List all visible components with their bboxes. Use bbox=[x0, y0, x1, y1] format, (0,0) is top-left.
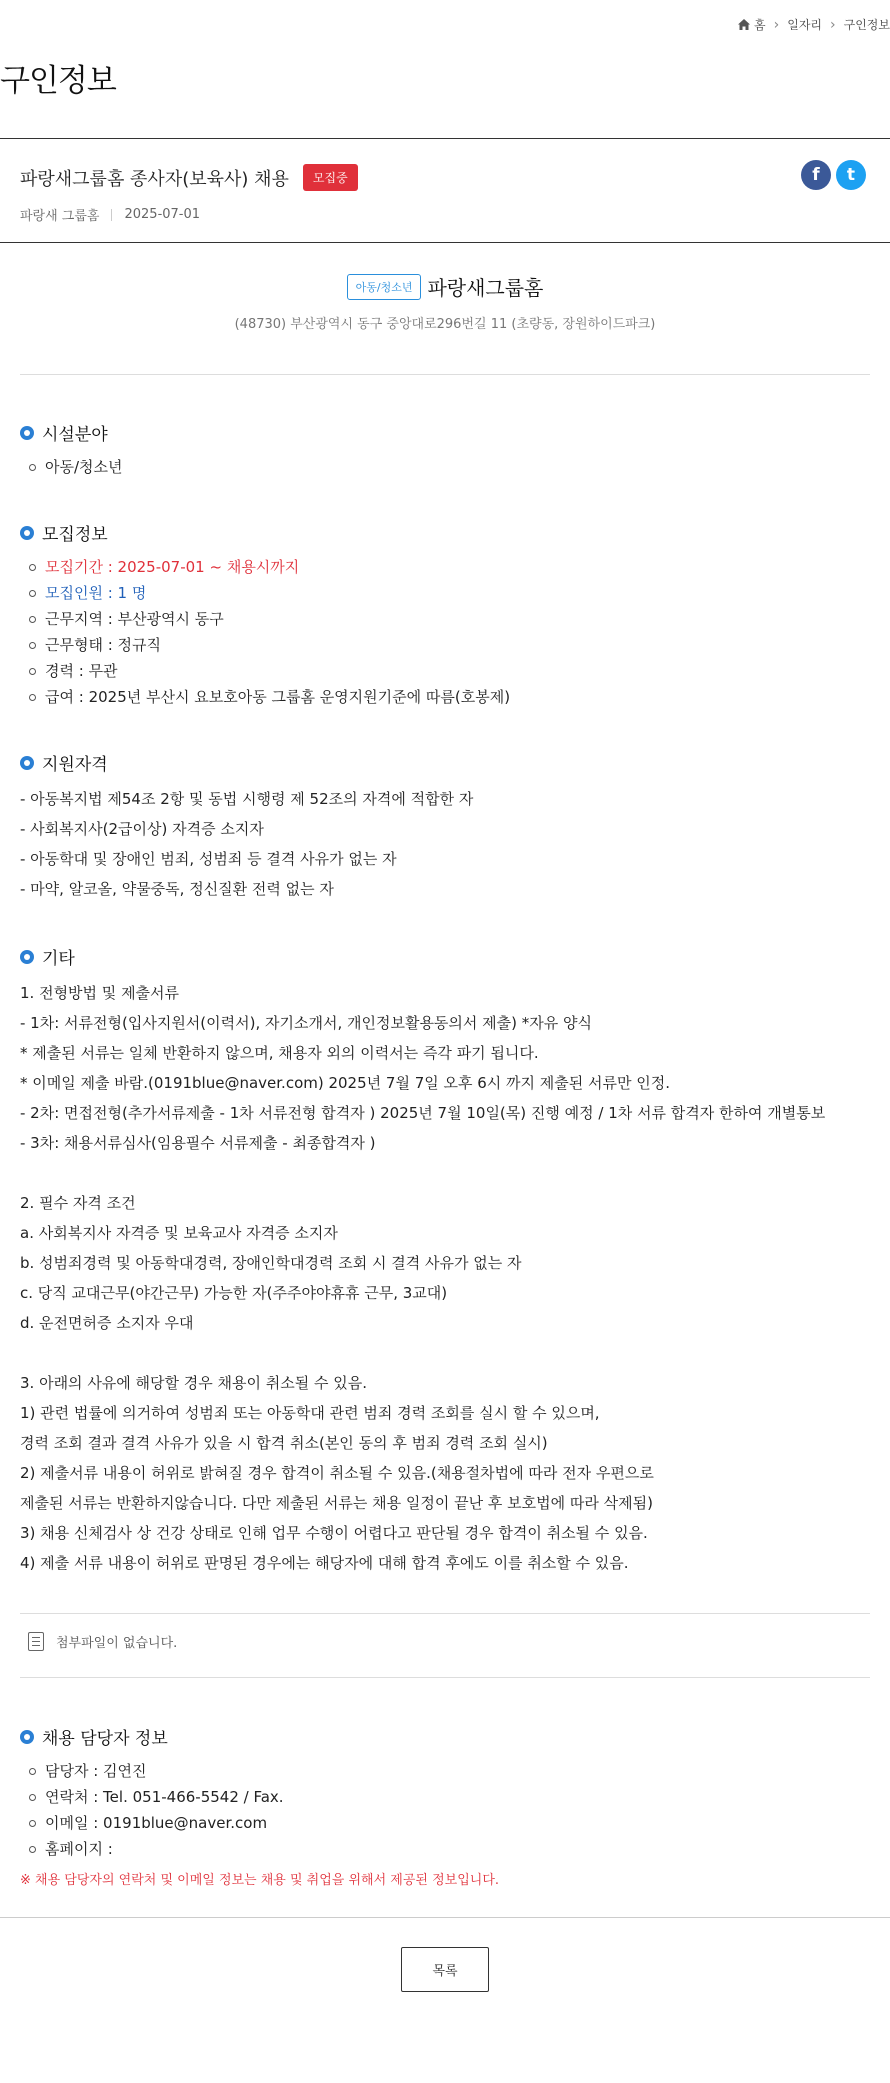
breadcrumb-job-info[interactable]: 구인정보 bbox=[843, 18, 890, 32]
text-line: 3) 채용 신체검사 상 건강 상태로 인해 업무 수행이 어렵다고 판단될 경우 합격이 취소될 수 있음. bbox=[20, 1524, 648, 1542]
breadcrumb bbox=[738, 16, 890, 33]
divider bbox=[20, 1613, 870, 1614]
text-line: d. 운전면허증 소지자 우대 bbox=[20, 1314, 194, 1332]
text-line: c. 당직 교대근무(야간근무) 가능한 자(주주야야휴휴 근무, 3교대) bbox=[20, 1284, 448, 1302]
text-line: b. 성범죄경력 및 아동학대경력, 장애인학대경력 조회 시 결격 사유가 없는 자 bbox=[20, 1254, 522, 1272]
text-line: 2) 제출서류 내용이 허위로 밝혀질 경우 합격이 취소될 수 있음.(채용절차법에 따라 전자 우편으로 bbox=[20, 1464, 654, 1482]
attachment-row bbox=[28, 1632, 177, 1651]
post-company: 파랑새 그룹홈 bbox=[20, 209, 100, 224]
post-date: 2025-07-01 bbox=[124, 207, 201, 222]
recruit-period: 모집기간 : 2025-07-01 ~ 채용시까지 bbox=[20, 554, 870, 580]
contact-list bbox=[20, 1758, 870, 1862]
section-heading-text: 기타 bbox=[42, 949, 75, 969]
facility-list bbox=[20, 454, 870, 480]
text-line: - 1차: 서류전형(입사지원서(이력서), 자기소개서, 개인정보활용동의서 제출) *자유 양식 bbox=[20, 1014, 593, 1032]
breadcrumb-home-label: 홈 bbox=[754, 18, 766, 32]
list-item: 아동/청소년 bbox=[20, 454, 870, 480]
share-buttons bbox=[801, 160, 866, 190]
chevron-right-icon: › bbox=[773, 16, 780, 33]
contact-phone: 연락처 : Tel. 051-466-5542 / Fax. bbox=[20, 1784, 870, 1810]
facebook-icon[interactable]: f bbox=[801, 160, 831, 190]
post-meta bbox=[20, 205, 200, 224]
text-line: 1) 관련 법률에 의거하여 성범죄 또는 아동학대 관련 범죄 경력 조회를 실시 할 수 있으며, bbox=[20, 1404, 600, 1422]
post-title-row bbox=[20, 164, 358, 191]
text-line: - 사회복지사(2급이상) 자격증 소지자 bbox=[20, 820, 264, 838]
divider bbox=[111, 209, 112, 221]
section-heading-text: 지원자격 bbox=[42, 755, 108, 775]
category-tag: 아동/청소년 bbox=[347, 274, 422, 300]
etc-lines bbox=[20, 978, 870, 1578]
bullet-circle-icon bbox=[20, 756, 34, 770]
recruit-type: 근무형태 : 정규직 bbox=[20, 632, 870, 658]
org-address: (48730) 부산광역시 동구 중앙대로296번길 11 (초량동, 장원하이드파크) bbox=[234, 317, 656, 332]
divider bbox=[0, 242, 890, 243]
breadcrumb-jobs[interactable]: 일자리 bbox=[787, 18, 823, 32]
attachment-empty-text: 첨부파일이 없습니다. bbox=[56, 1636, 178, 1651]
text-line: * 이메일 제출 바람.(0191blue@naver.com) 2025년 7월 7일 오후 6시 까지 제출된 서류만 인정. bbox=[20, 1074, 671, 1092]
chevron-right-icon: › bbox=[830, 16, 836, 33]
org-name: 파랑새그룹홈 bbox=[427, 276, 544, 300]
text-line: 제출된 서류는 반환하지않습니다. 다만 제출된 서류는 채용 일정이 끝난 후 보호법에 따라 삭제됨) bbox=[20, 1494, 653, 1512]
divider bbox=[0, 1917, 890, 1918]
section-heading-text: 시설분야 bbox=[42, 425, 108, 445]
text-line: 2. 필수 자격 조건 bbox=[20, 1194, 136, 1212]
section-heading-text: 모집정보 bbox=[42, 525, 108, 545]
text-line: 1. 전형방법 및 제출서류 bbox=[20, 984, 180, 1002]
section-heading bbox=[20, 420, 870, 445]
bullet-circle-icon bbox=[20, 526, 34, 540]
recruit-list bbox=[20, 554, 870, 710]
status-badge: 모집중 bbox=[303, 164, 358, 191]
contact-manager: 담당자 : 김연진 bbox=[20, 1758, 870, 1784]
section-heading bbox=[20, 944, 870, 969]
list-button[interactable]: 목록 bbox=[401, 1947, 489, 1992]
contact-email: 이메일 : 0191blue@naver.com bbox=[20, 1810, 870, 1836]
post-header bbox=[0, 139, 890, 242]
section-heading-text: 채용 담당자 정보 bbox=[42, 1729, 168, 1749]
bullet-circle-icon bbox=[20, 950, 34, 964]
spacer bbox=[20, 1338, 870, 1368]
qualification-lines bbox=[20, 784, 870, 904]
recruit-salary: 급여 : 2025년 부산시 요보호아동 그룹홈 운영지원기준에 따름(호봉제) bbox=[20, 684, 870, 710]
text-line: - 아동학대 및 장애인 범죄, 성범죄 등 결격 사유가 없는 자 bbox=[20, 850, 397, 868]
facility-section bbox=[20, 420, 870, 480]
org-title-row bbox=[0, 272, 890, 301]
text-line: - 마약, 알코올, 약물중독, 정신질환 전력 없는 자 bbox=[20, 880, 334, 898]
contact-notice: ※ 채용 담당자의 연락처 및 이메일 정보는 채용 및 취업을 위해서 제공된 정보입니다. bbox=[20, 1873, 500, 1888]
text-line: a. 사회복지사 자격증 및 보육교사 자격증 소지자 bbox=[20, 1224, 338, 1242]
text-line: 3. 아래의 사유에 해당할 경우 채용이 취소될 수 있음. bbox=[20, 1374, 368, 1392]
recruit-location: 근무지역 : 부산광역시 동구 bbox=[20, 606, 870, 632]
contact-section bbox=[20, 1724, 870, 1888]
org-info bbox=[0, 272, 890, 332]
twitter-icon[interactable]: t bbox=[836, 160, 866, 190]
home-icon bbox=[738, 19, 750, 30]
recruit-headcount: 모집인원 : 1 명 bbox=[20, 580, 870, 606]
document-icon bbox=[28, 1632, 44, 1651]
recruit-career: 경력 : 무관 bbox=[20, 658, 870, 684]
text-line: - 3차: 채용서류심사(임용필수 서류제출 - 최종합격자 ) bbox=[20, 1134, 376, 1152]
qualification-section bbox=[20, 750, 870, 904]
etc-section bbox=[20, 944, 870, 1578]
text-line: - 2차: 면접전형(추가서류제출 - 1차 서류전형 합격자 ) 2025년 7월 10일(목) 진행 예정 / 1차 서류 합격자 한하여 개별통보 bbox=[20, 1104, 826, 1122]
section-heading bbox=[20, 750, 870, 775]
section-heading bbox=[20, 520, 870, 545]
bullet-circle-icon bbox=[20, 1730, 34, 1744]
divider bbox=[20, 374, 870, 375]
recruit-section bbox=[20, 520, 870, 710]
spacer bbox=[20, 1158, 870, 1188]
text-line: 4) 제출 서류 내용이 허위로 판명된 경우에는 해당자에 대해 합격 후에도 이를 취소할 수 있음. bbox=[20, 1554, 629, 1572]
breadcrumb-home[interactable] bbox=[738, 16, 766, 33]
divider bbox=[20, 1677, 870, 1678]
post-title: 파랑새그룹홈 종사자(보육사) 채용 bbox=[20, 168, 289, 190]
text-line: - 아동복지법 제54조 2항 및 동법 시행령 제 52조의 자격에 적합한 자 bbox=[20, 790, 474, 808]
contact-homepage: 홈페이지 : bbox=[20, 1836, 870, 1862]
bullet-circle-icon bbox=[20, 426, 34, 440]
text-line: * 제출된 서류는 일체 반환하지 않으며, 채용자 외의 이력서는 즉각 파기 됩니다. bbox=[20, 1044, 539, 1062]
section-heading bbox=[20, 1724, 870, 1749]
text-line: 경력 조회 결과 결격 사유가 있을 시 합격 취소(본인 동의 후 범죄 경력 조회 실시) bbox=[20, 1434, 548, 1452]
page-title: 구인정보 bbox=[0, 63, 116, 99]
